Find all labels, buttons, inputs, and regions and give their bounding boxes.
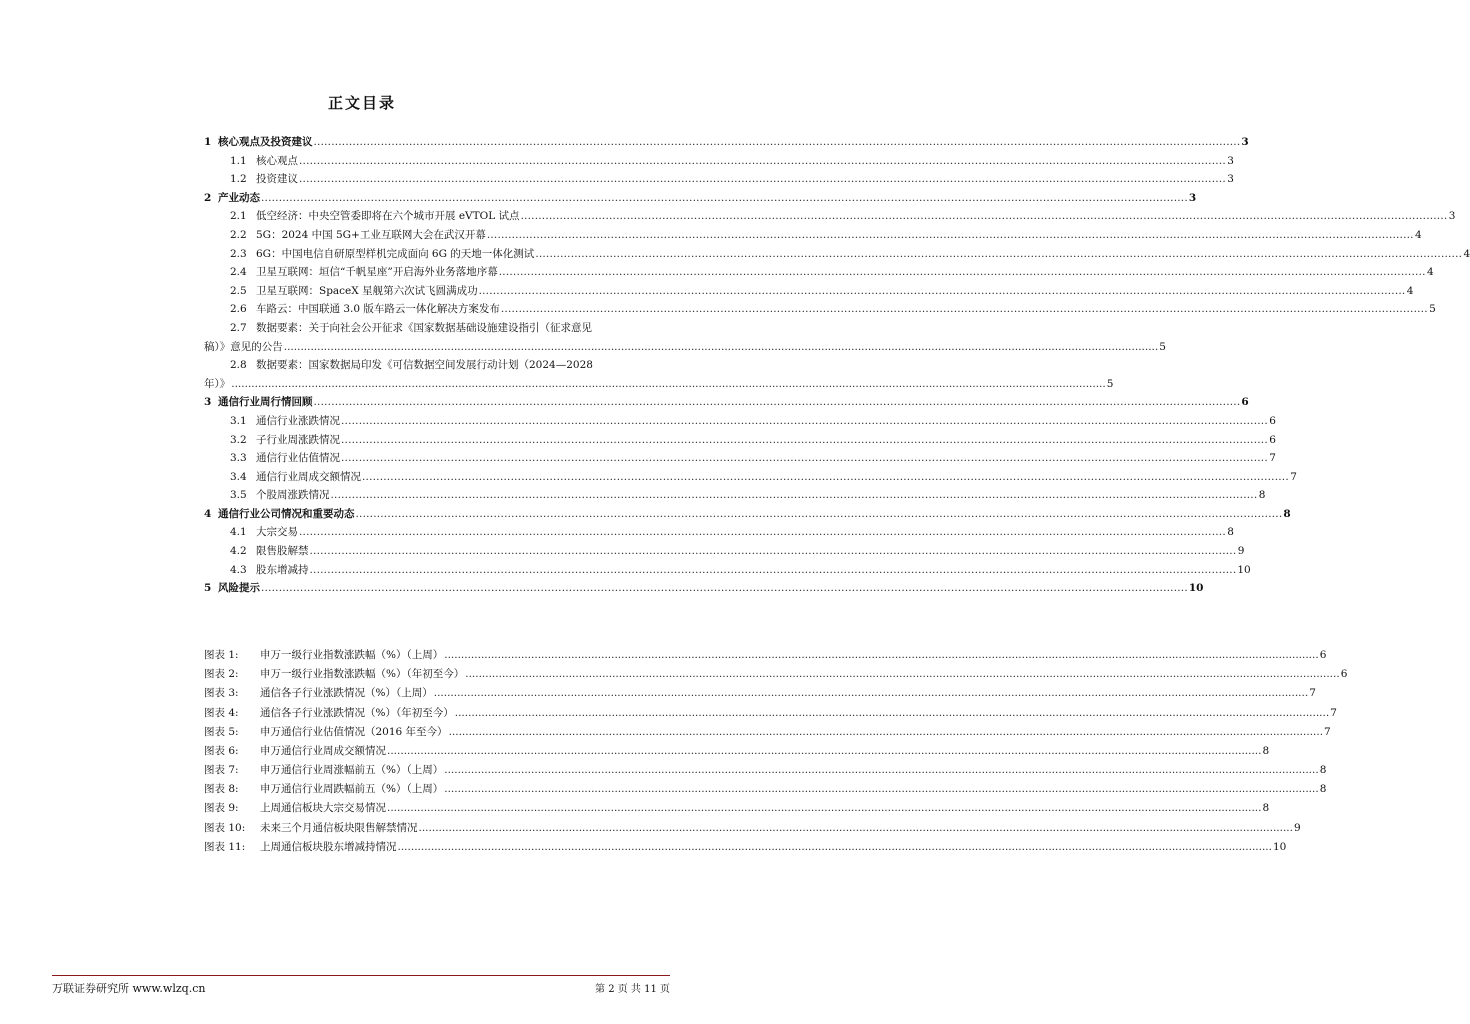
toc-entry[interactable] [204,152,1234,171]
toc-entry[interactable] [204,319,1166,356]
toc-entry-text: 产业动态 [218,191,260,204]
toc-entry-number: 4 [204,507,212,520]
toc-entry-text-continued: 稿）》意见的公告 [204,340,283,353]
figure-page: 8 [1319,764,1327,777]
toc-entry[interactable] [204,431,1276,450]
toc-entry-text: 通信行业涨跌情况 [256,414,340,427]
figure-page: 8 [1262,802,1270,815]
toc-entry-number: 2.1 [230,210,247,223]
toc-entry-text: 通信行业周成交额情况 [256,470,361,483]
figure-leader-dots [434,684,1308,703]
toc-leader-dots [314,393,1241,412]
figure-leader-dots [444,761,1318,780]
figure-title: 申万通信行业周跌幅前五（%）（上周） [260,783,444,796]
figure-title: 申万通信行业周成交额情况 [260,744,386,757]
figure-entry[interactable] [204,780,1327,799]
toc-leader-dots [341,431,1268,450]
toc-entry[interactable] [204,449,1276,468]
figure-entry[interactable] [204,646,1327,665]
toc-entry-page: 3 [1448,210,1456,223]
figure-entry[interactable] [204,800,1270,819]
figure-label: 图表 6: [204,744,239,757]
figure-page: 7 [1324,725,1331,738]
toc-leader-dots [231,375,1105,394]
toc-entry[interactable] [204,170,1234,189]
toc-entry-page: 10 [1188,582,1204,595]
toc-entry-text: 5G：2024 中国 5G+工业互联网大会在武汉开幕 [256,228,486,241]
figure-title: 上周通信板块大宗交易情况 [260,802,386,815]
toc-entry-number: 3.1 [230,414,247,427]
toc-entry-page: 6 [1269,414,1276,427]
toc-entry-number: 4.3 [230,563,247,576]
toc-leader-dots [310,542,1237,561]
figure-page: 8 [1319,783,1327,796]
toc-entry-page: 3 [1188,191,1197,204]
figure-title: 申万通信行业估值情况（2016 年至今） [260,725,448,738]
toc-entry-text: 股东增减持 [256,563,309,576]
toc-entry-page: 4 [1463,247,1470,260]
toc-entry-number: 1.1 [230,154,247,167]
toc-entry[interactable] [204,133,1249,152]
toc-leader-dots [261,579,1188,598]
toc-entry-page: 4 [1406,284,1414,297]
toc-entry-number: 2 [204,191,212,204]
toc-leader-dots [501,300,1428,319]
toc-entry-page: 4 [1415,228,1422,241]
figure-title: 未来三个月通信板块限售解禁情况 [260,821,418,834]
toc-entry-page: 10 [1237,563,1251,576]
toc-entry-page: 6 [1241,396,1249,409]
figure-label: 图表 7: [204,764,239,777]
toc-leader-dots [487,226,1414,245]
toc-entry[interactable] [204,412,1276,431]
toc-leader-dots [479,282,1406,301]
figure-title: 申万一级行业指数涨跌幅（%）（上周） [260,648,444,661]
figure-leader-dots [398,838,1272,857]
toc-entry-number: 2.8 [230,359,247,372]
toc-leader-dots [341,449,1268,468]
toc-entry-number: 5 [204,582,212,595]
footer-page-number: 第 2 页 共 11 页 [595,984,670,995]
toc-leader-dots [535,245,1462,264]
toc-entry[interactable] [204,579,1204,598]
toc-entry-number: 2.3 [230,247,247,260]
toc-entry-number: 1 [204,136,212,148]
figure-leader-dots [465,665,1339,684]
toc-entry[interactable] [204,561,1251,580]
toc-entry-page: 4 [1426,266,1434,279]
figure-label: 图表 9: [204,802,239,815]
figure-page: 6 [1340,668,1348,681]
toc-entry-text: 数据要素：关于向社会公开征求《国家数据基础设施建设指引（征求意见 [256,321,592,334]
toc-entry-page: 3 [1241,136,1249,148]
toc-entry-number: 2.5 [230,284,247,297]
toc-entry-page: 7 [1290,470,1297,483]
toc-entry-page: 7 [1269,452,1276,465]
toc-entry-text: 低空经济：中央空管委即将在六个城市开展 eVTOL 试点 [256,210,520,223]
figure-entry[interactable] [204,838,1287,857]
toc-entry-text: 卫星互联网：SpaceX 星舰第六次试飞圆满成功 [256,284,478,297]
toc-entry-text: 风险提示 [218,582,260,595]
toc-entry-text: 核心观点 [256,154,298,167]
figure-page: 10 [1272,840,1287,853]
toc-entry[interactable] [204,189,1197,208]
figure-entry[interactable] [204,761,1327,780]
toc-entry-text: 通信行业周行情回顾 [218,396,313,409]
toc-entry-page: 6 [1269,433,1276,446]
toc-entry-number: 3.3 [230,452,247,465]
toc-entry-number: 1.2 [230,173,247,186]
toc-leader-dots [356,505,1283,524]
toc-entry-number: 2.7 [230,321,247,334]
toc-entry-number: 2.4 [230,266,247,279]
figure-leader-dots [444,646,1318,665]
figure-entry[interactable] [204,665,1348,684]
toc-entry[interactable] [204,263,1434,282]
toc-entry-page: 8 [1258,489,1266,502]
figure-entry[interactable] [204,819,1301,838]
toc-entry-text: 子行业周涨跌情况 [256,433,340,446]
toc-entry-page: 5 [1429,303,1436,316]
toc-entry[interactable] [204,356,1114,393]
figure-label: 图表 4: [204,706,239,719]
toc-leader-dots [299,170,1226,189]
toc-entry[interactable] [204,505,1291,524]
toc-entry-page: 3 [1227,173,1234,186]
figure-leader-dots [387,742,1261,761]
figure-entry[interactable] [204,723,1331,742]
figure-page: 8 [1262,744,1270,757]
table-of-contents [204,133,1470,598]
toc-leader-dots [310,561,1237,580]
figure-entry[interactable] [204,704,1337,723]
toc-entry[interactable] [204,393,1249,412]
toc-entry-number: 3.2 [230,433,247,446]
toc-entry-number: 3.4 [230,470,247,483]
toc-entry[interactable] [204,523,1234,542]
toc-entry-text: 数据要素：国家数据局印发《可信数据空间发展行动计划（2024—2028 [256,359,593,372]
toc-entry-text: 个股周涨跌情况 [256,489,330,502]
toc-entry-number: 3.5 [230,489,247,502]
toc-entry[interactable] [204,245,1470,264]
toc-leader-dots [499,263,1426,282]
figure-label: 图表 2: [204,668,239,681]
figure-title: 上周通信板块股东增减持情况 [260,840,397,853]
figure-title: 申万通信行业周涨幅前五（%）（上周） [260,764,444,777]
figure-page: 9 [1293,821,1301,834]
toc-entry-page: 8 [1283,507,1291,520]
toc-entry[interactable] [204,226,1422,245]
figure-leader-dots [444,780,1318,799]
toc-entry[interactable] [204,300,1436,319]
toc-entry[interactable] [204,468,1297,487]
toc-entry-text: 通信行业公司情况和重要动态 [218,507,355,520]
toc-entry-page: 5 [1159,340,1166,353]
figure-page: 7 [1309,687,1316,700]
page-title: 正文目录 [327,94,396,112]
figure-label: 图表 10: [204,821,246,834]
figure-entry[interactable] [204,684,1316,703]
figure-page: 6 [1319,648,1327,661]
figure-label: 图表 8: [204,783,239,796]
toc-leader-dots [299,152,1226,171]
figure-label: 图表 1: [204,648,239,661]
figure-title: 通信各子行业涨跌情况（%）（年初至今） [260,706,454,719]
toc-entry-page: 9 [1237,545,1245,558]
toc-leader-dots [261,189,1188,208]
toc-leader-dots [284,338,1158,357]
toc-entry-number: 4.2 [230,545,247,558]
figure-leader-dots [387,799,1261,818]
toc-entry-number: 2.2 [230,228,247,241]
toc-entry-number: 4.1 [230,526,247,539]
toc-leader-dots [341,412,1268,431]
figure-title: 申万一级行业指数涨跌幅（%）（年初至今） [260,668,465,681]
toc-entry-text: 卫星互联网：垣信“千帆星座”开启海外业务落地序幕 [256,266,498,279]
figure-leader-dots [455,704,1329,723]
toc-entry-page: 5 [1106,377,1114,390]
toc-entry[interactable] [204,282,1414,301]
toc-entry-text: 核心观点及投资建议 [218,136,313,148]
figure-entry[interactable] [204,742,1270,761]
toc-entry-text: 投资建议 [256,173,298,186]
toc-leader-dots [521,207,1448,226]
toc-leader-dots [362,468,1289,487]
figure-leader-dots [419,819,1293,838]
toc-entry-page: 8 [1227,526,1234,539]
toc-entry-text-continued: 年）》 [204,377,231,390]
toc-entry-text: 通信行业估值情况 [256,452,340,465]
toc-entry-text: 大宗交易 [256,526,298,539]
toc-entry-text: 限售股解禁 [256,545,309,558]
toc-entry[interactable] [204,542,1245,561]
footer-divider [52,975,670,976]
toc-entry-number: 2.6 [230,303,247,316]
toc-leader-dots [331,486,1258,505]
figure-label: 图表 3: [204,687,239,700]
figure-list [204,646,1348,857]
toc-entry-text: 6G：中国电信自研原型样机完成面向 6G 的天地一体化测试 [256,247,535,260]
footer-publisher: 万联证券研究所 www.wlzq.cn [52,982,206,995]
figure-title: 通信各子行业涨跌情况（%）（上周） [260,687,433,700]
toc-entry[interactable] [204,207,1456,226]
figure-leader-dots [449,723,1323,742]
toc-leader-dots [314,133,1241,152]
toc-entry-page: 3 [1227,154,1234,167]
figure-page: 7 [1330,706,1337,719]
toc-entry-number: 3 [204,396,212,409]
toc-entry[interactable] [204,486,1266,505]
figure-label: 图表 11: [204,840,246,853]
toc-leader-dots [299,523,1226,542]
toc-entry-text: 车路云：中国联通 3.0 版车路云一体化解决方案发布 [256,303,500,316]
figure-label: 图表 5: [204,725,239,738]
